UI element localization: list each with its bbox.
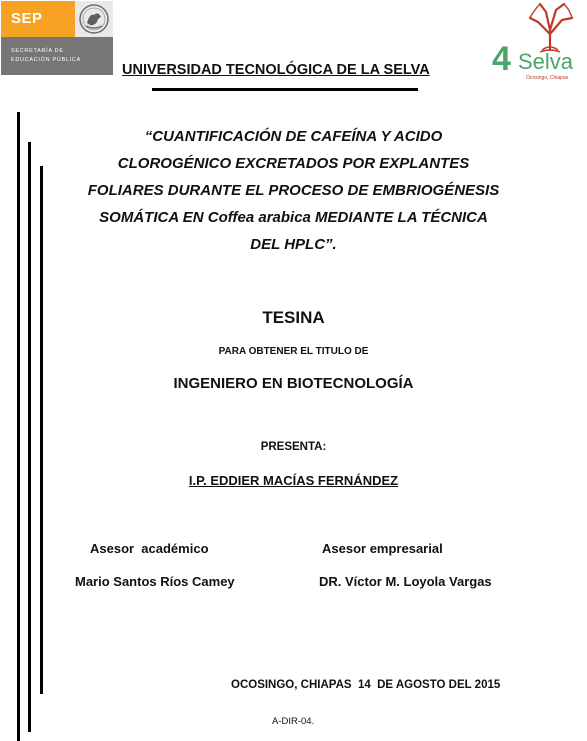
title-line: CLOROGÉNICO EXCRETADOS POR EXPLANTES (117, 155, 470, 172)
business-advisor-name: DR. Víctor M. Loyola Vargas (319, 574, 492, 589)
sep-logo (1, 1, 113, 75)
selva-logo (490, 0, 586, 82)
title-line: “CUANTIFICACIÓN DE CAFEÍNA Y ACIDO (144, 128, 443, 145)
document-type: TESINA (262, 308, 325, 327)
title-line (0, 209, 587, 226)
purpose-text: PARA OBTENER EL TITULO DE (218, 346, 369, 357)
title-segment: SOMÁTICA EN (99, 209, 208, 226)
selva-logo-word: Selva (518, 49, 574, 74)
sep-logo-line1: SECRETARÍA DE (11, 48, 64, 54)
academic-advisor-name: Mario Santos Ríos Camey (75, 574, 235, 589)
tree-icon (530, 4, 572, 52)
selva-logo-tagline: Ocosingo, Chiapas (526, 75, 569, 81)
decor-vline-1 (17, 112, 20, 741)
business-advisor-label: Asesor empresarial (322, 541, 443, 556)
university-name: UNIVERSIDAD TECNOLÓGICA DE LA SELVA (122, 62, 430, 78)
decor-vline-2 (28, 142, 31, 732)
presenta-label: PRESENTA: (260, 441, 327, 453)
header-rule (152, 88, 418, 91)
sep-logo-abbr: SEP (11, 10, 43, 27)
mexican-eagle-icon (78, 3, 110, 35)
academic-advisor-label: Asesor académico (90, 541, 209, 556)
species-name: Coffea arabica (207, 209, 311, 226)
title-line: FOLIARES DURANTE EL PROCESO DE EMBRIOGÉNESIS (87, 182, 500, 199)
degree-title: INGENIERO EN BIOTECNOLOGÍA (173, 375, 414, 392)
title-segment: MEDIANTE LA TÉCNICA (310, 209, 488, 226)
place-date: OCOSINGO, CHIAPAS 14 DE AGOSTO DEL 2015 (231, 679, 501, 691)
document-code: A-DIR-04. (272, 716, 315, 727)
sep-logo-line2: EDUCACIÓN PÚBLICA (11, 57, 81, 63)
author-name: I.P. EDDIER MACÍAS FERNÁNDEZ (188, 473, 399, 488)
selva-logo-mark: 4 (492, 40, 511, 78)
title-line: DEL HPLC”. (250, 236, 337, 253)
